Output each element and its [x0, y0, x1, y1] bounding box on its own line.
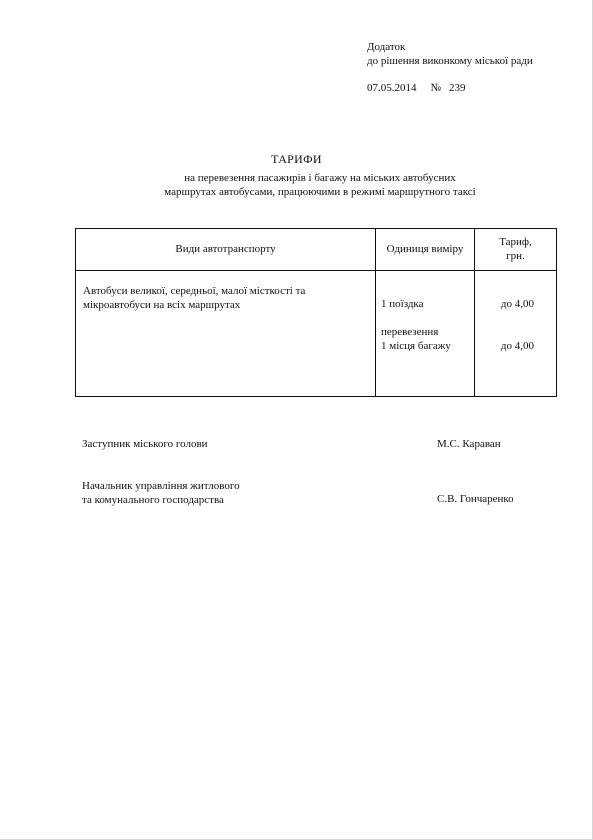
unit-2-line-1: перевезення	[381, 325, 439, 338]
table-header-row	[76, 229, 557, 271]
subtitle-line-1: на перевезення пасажирів і багажу на міських автобусних	[184, 172, 456, 184]
header-unit: Одиниця виміру	[376, 229, 475, 271]
tariff-value-1: до 4,00	[500, 298, 534, 310]
unit-2-line-2: 1 місця багажу	[381, 339, 451, 352]
cell-transport-type: Автобуси великої, середньої, малої місткості та мікроавтобуси на всіх маршрутах	[76, 271, 376, 397]
signer-2-position-line-2: та комунального господарства	[82, 493, 224, 506]
unit-item-2	[381, 326, 470, 354]
document-subtitle	[0, 172, 593, 200]
annex-reference: до рішення виконкому міської ради	[367, 54, 533, 67]
signer-1-name: М.С. Караван	[437, 438, 501, 450]
tariff-table	[75, 228, 557, 397]
unit-1-line-1: 1 поїздка	[381, 298, 424, 310]
document-title: ТАРИФИ	[271, 152, 322, 166]
header-transport: Види автотранспорту	[76, 229, 376, 271]
decree-info	[367, 82, 466, 96]
cell-unit	[376, 271, 475, 397]
tariff-value-2: до 4,00	[500, 339, 534, 352]
header-tariff-line-1: Тариф,	[499, 235, 532, 248]
signer-2-name: С.В. Гончаренко	[437, 493, 514, 505]
header-tariff-line-2: грн.	[506, 249, 525, 262]
annex-header	[367, 41, 582, 69]
signer-1-position-line-1: Заступник міського голови	[82, 438, 208, 450]
decree-date: 07.05.2014	[367, 82, 417, 94]
signer-2-position	[82, 480, 240, 508]
cell-tariff	[475, 271, 557, 397]
decree-number-label: №	[430, 82, 441, 94]
decree-number: 239	[449, 82, 466, 94]
annex-title: Додаток	[367, 41, 406, 53]
signer-2-position-line-1: Начальник управління житлового	[82, 480, 240, 492]
header-tariff	[475, 229, 557, 271]
subtitle-line-2: маршрутах автобусами, працюючими в режимі маршрутного таксі	[164, 185, 476, 198]
signer-1-position	[82, 438, 208, 452]
table-row	[76, 271, 557, 397]
unit-item-1	[381, 298, 470, 312]
